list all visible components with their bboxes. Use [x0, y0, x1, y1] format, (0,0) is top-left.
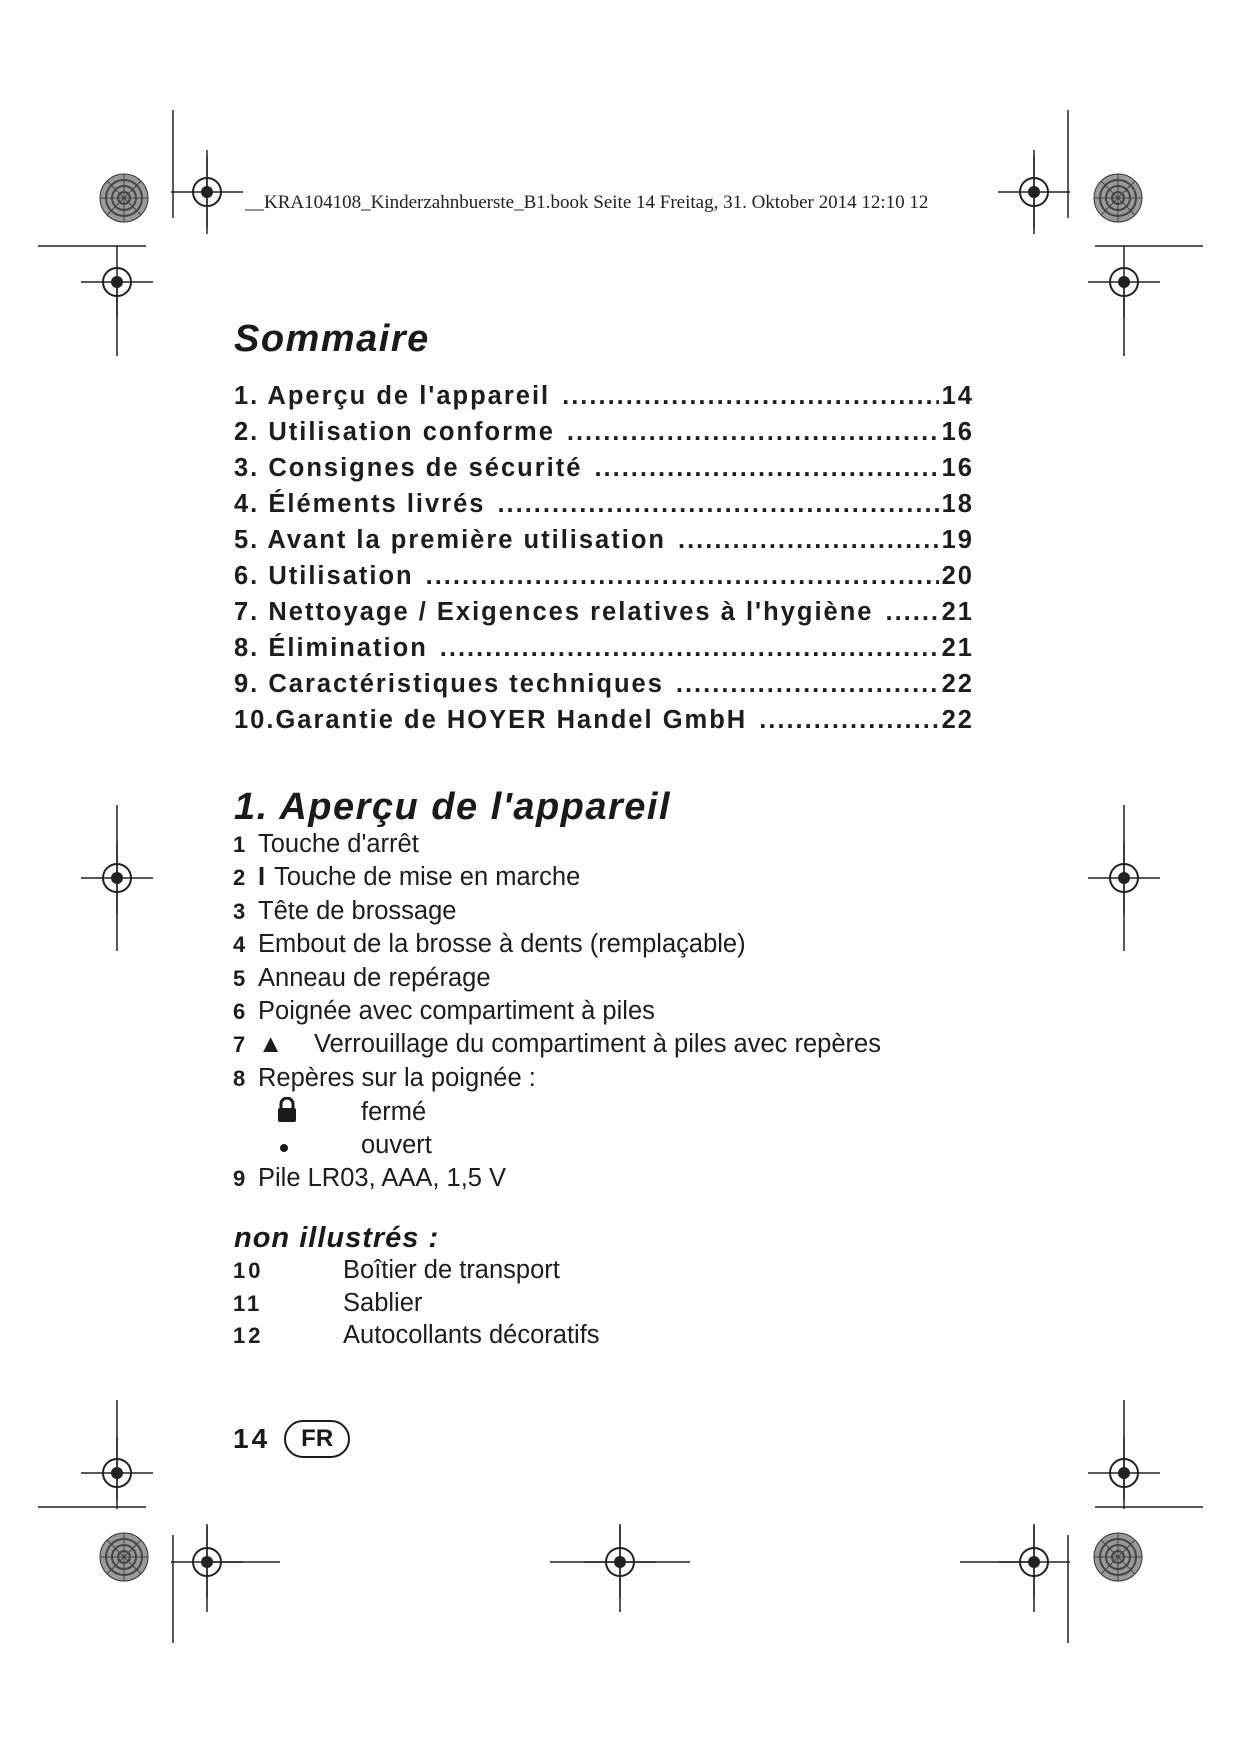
toc-entry-page: 16: [941, 418, 974, 446]
list-item: [233, 930, 881, 963]
item-number: 12: [233, 1323, 264, 1348]
list-item: [233, 964, 881, 997]
toc-entry-page: 16: [941, 454, 974, 482]
item-number: 8: [233, 1065, 246, 1091]
toc-entry[interactable]: [234, 490, 974, 526]
language-badge: FR: [284, 1420, 350, 1458]
list-item: [233, 1164, 881, 1197]
toc-leader-dots: [759, 706, 938, 735]
toc-entry[interactable]: [234, 454, 974, 490]
toc-entry-label: 9. Caractéristiques techniques: [234, 670, 664, 698]
toc-entry[interactable]: [234, 562, 974, 598]
item-number: 2: [233, 865, 246, 891]
item-number: 3: [233, 898, 246, 924]
lock-icon: [276, 1097, 361, 1127]
list-item: [233, 897, 881, 930]
item-number: 11: [233, 1290, 263, 1316]
item-text: Verrouillage du compartiment à piles avec repères: [314, 1030, 881, 1059]
toc-leader-dots: [440, 634, 939, 663]
list-item: [233, 1321, 600, 1354]
toc-entry[interactable]: [234, 382, 974, 418]
item-text: Touche de mise en marche: [274, 863, 581, 892]
item-text: Anneau de repérage: [258, 963, 491, 992]
toc-entry-label: 2. Utilisation conforme: [234, 418, 555, 446]
item-number: 1: [233, 832, 246, 857]
toc-entry[interactable]: [234, 598, 974, 634]
toc-entry-page: 20: [941, 562, 974, 590]
list-subitem: [233, 1131, 881, 1164]
item-text: Boîtier de transport: [343, 1256, 560, 1284]
print-header-line: __KRA104108_Kinderzahnbuerste_B1.book Seite 14 Freitag, 31. Oktober 2014 12:10 12: [245, 192, 929, 213]
toc-entry-label: 10.Garantie de HOYER Handel GmbH: [234, 706, 748, 734]
toc-entry-page: 22: [941, 706, 974, 734]
item-text: Embout de la brosse à dents (remplaçable): [258, 930, 746, 959]
item-text: Repères sur la poignée :: [258, 1063, 536, 1092]
toc-entry[interactable]: [234, 670, 974, 706]
toc-entry-page: 19: [941, 526, 974, 554]
toc-entry-label: 4. Éléments livrés: [234, 490, 486, 518]
not-shown-list: [233, 1256, 600, 1354]
list-subitem: [233, 1097, 881, 1130]
page-footer: [233, 1420, 350, 1458]
toc-entry[interactable]: [234, 706, 974, 742]
toc-entry[interactable]: [234, 418, 974, 454]
list-item: [233, 1030, 881, 1063]
table-of-contents: [234, 382, 974, 742]
item-text: Touche d'arrêt: [258, 830, 419, 858]
toc-entry-label: 5. Avant la première utilisation: [234, 526, 666, 554]
toc-entry-page: 18: [941, 490, 974, 518]
parts-list: [233, 830, 881, 1197]
item-number: 9: [233, 1165, 246, 1191]
list-item: [233, 1064, 881, 1097]
section-subtitle-not-shown: non illustrés :: [234, 1222, 440, 1254]
toc-entry-page: 21: [941, 598, 974, 626]
toc-entry-label: 7. Nettoyage / Exigences relatives à l'hygiène: [234, 598, 874, 626]
item-text: fermé: [361, 1098, 427, 1127]
list-item: [233, 1289, 600, 1322]
toc-leader-dots: [497, 490, 938, 519]
dot-icon: [276, 1131, 361, 1160]
item-number: 10: [233, 1258, 264, 1283]
toc-title: Sommaire: [234, 318, 430, 360]
toc-leader-dots: [594, 454, 938, 483]
toc-entry-page: 22: [941, 670, 974, 698]
toc-leader-dots: [676, 670, 939, 699]
item-number: 5: [233, 965, 246, 991]
toc-leader-dots: [567, 418, 939, 447]
list-item: [233, 830, 881, 863]
item-text: Sablier: [343, 1288, 423, 1317]
triangle-icon: ▲: [258, 1030, 284, 1059]
item-text: Autocollants décoratifs: [343, 1321, 600, 1349]
item-text: ouvert: [361, 1130, 432, 1159]
toc-entry-page: 14: [941, 382, 974, 410]
toc-leader-dots: [885, 598, 938, 627]
toc-entry-label: 8. Élimination: [234, 634, 428, 662]
item-text: Poignée avec compartiment à piles: [258, 996, 655, 1025]
toc-leader-dots: [678, 526, 939, 555]
item-text: Pile LR03, AAA, 1,5 V: [258, 1163, 507, 1192]
toc-entry[interactable]: [234, 526, 974, 562]
toc-entry-page: 21: [941, 634, 974, 662]
section-title-overview: 1. Aperçu de l'appareil: [234, 786, 672, 828]
item-text: Tête de brossage: [258, 896, 457, 925]
page-number: 14: [233, 1423, 271, 1454]
toc-entry[interactable]: [234, 634, 974, 670]
item-number: 7: [233, 1032, 246, 1058]
toc-leader-dots: [426, 562, 939, 591]
list-item: [233, 863, 881, 896]
power-on-symbol: I: [258, 863, 266, 892]
list-item: [233, 997, 881, 1030]
item-number: 4: [233, 932, 246, 958]
toc-entry-label: 1. Aperçu de l'appareil: [234, 382, 551, 410]
item-number: 6: [233, 998, 246, 1024]
toc-entry-label: 3. Consignes de sécurité: [234, 454, 583, 482]
toc-entry-label: 6. Utilisation: [234, 562, 414, 590]
list-item: [233, 1256, 600, 1289]
toc-leader-dots: [562, 382, 938, 411]
